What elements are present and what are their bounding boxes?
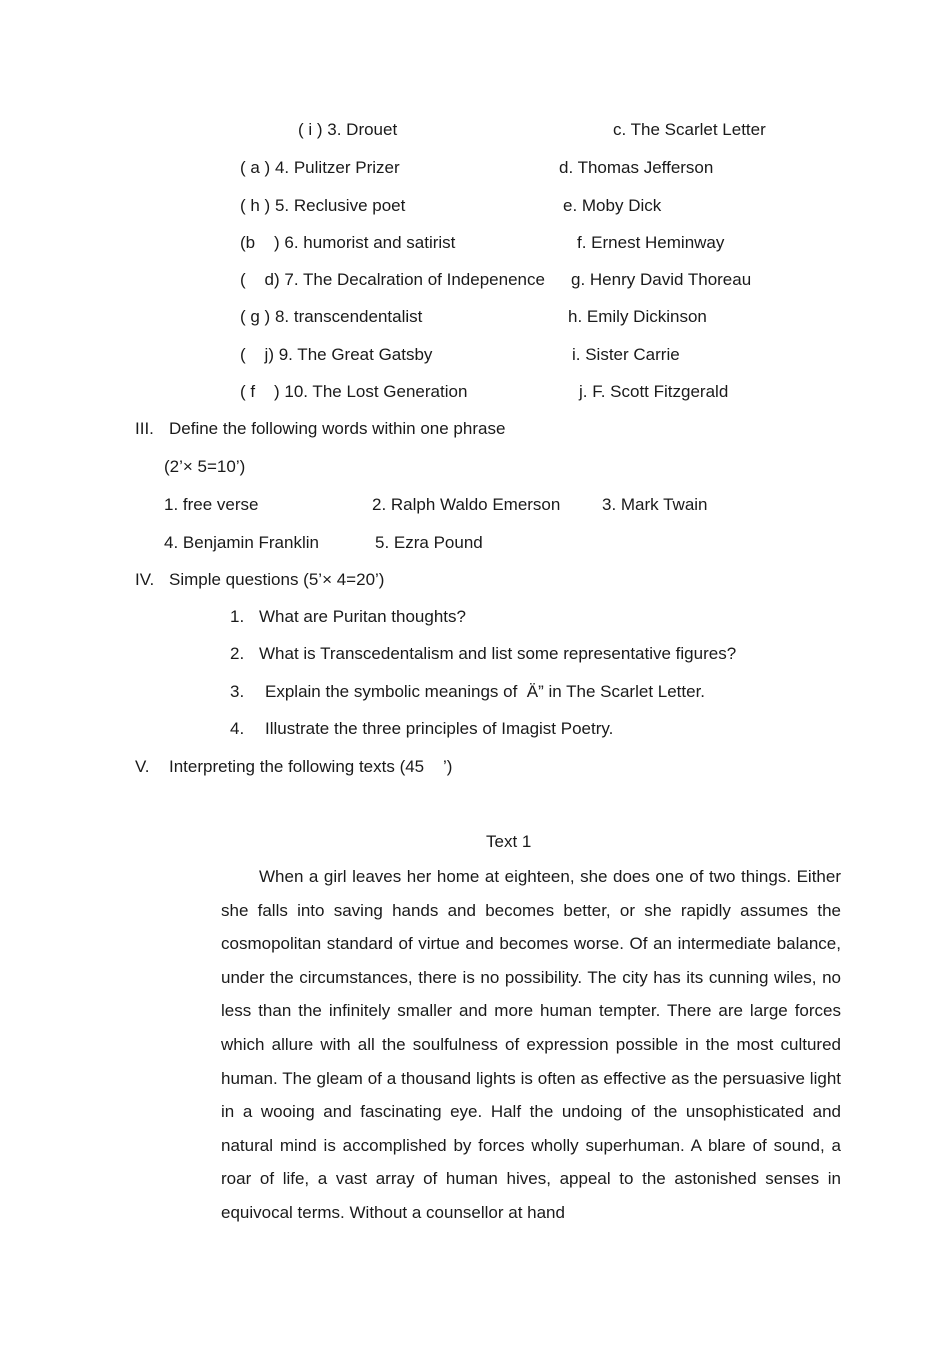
question-text: What is Transcedentalism and list some representative figures? <box>259 644 737 663</box>
match-right-item: c. The Scarlet Letter <box>613 120 766 139</box>
match-left-item: ( j) 9. The Great Gatsby <box>240 345 433 364</box>
text-passage: When a girl leaves her home at eighteen, she does one of two things. Either she falls into saving hands and becomes better, or she rapidly assumes the cosmopolitan standard of virtue and becomes worse. Of an intermediate balance, under the circumstances, there is no possibility. The city has its cunning wiles, no less than the infinitely smaller and more human tempter. There are large forces which allure with all the soulfulness of expression possible in the most cultured human. The gleam of a thousand lights is often as effective as the persuasive light in a wooing and fascinating eye. Half the undoing of the unsophisticated and natural mind is accomplished by forces wholly superhuman. A blare of sound, a roar of life, a vast array of human hives, appeal to the astonished senses in equivocal terms. Without a counsellor at hand <box>221 867 841 1222</box>
section-numeral: V. <box>135 757 150 776</box>
section-title: Simple questions (5’× 4=20’) <box>169 570 385 589</box>
section-numeral: III. <box>135 419 154 438</box>
question-text: What are Puritan thoughts? <box>259 607 466 626</box>
section-title: Define the following words within one phrase <box>169 419 506 438</box>
define-term: 1. free verse <box>164 495 259 514</box>
match-left-item: ( i ) 3. Drouet <box>298 120 398 139</box>
match-left-item: ( f ) 10. The Lost Generation <box>240 382 468 401</box>
question-text: Explain the symbolic meanings of Ä” in The Scarlet Letter. <box>265 682 706 701</box>
text-heading: Text 1 <box>486 832 532 851</box>
question-number: 1. <box>230 607 245 626</box>
question-number: 2. <box>230 644 245 663</box>
match-left-item: ( g ) 8. transcendentalist <box>240 307 423 326</box>
define-term: 2. Ralph Waldo Emerson <box>372 495 561 514</box>
match-right-item: d. Thomas Jefferson <box>559 158 714 177</box>
match-right-item: h. Emily Dickinson <box>568 307 707 326</box>
section-numeral: IV. <box>135 570 155 589</box>
match-right-item: g. Henry David Thoreau <box>571 270 752 289</box>
match-left-item: ( d) 7. The Decalration of Indepenence <box>240 270 545 289</box>
define-term: 5. Ezra Pound <box>375 533 483 552</box>
match-left-item: (b ) 6. humorist and satirist <box>240 233 456 252</box>
match-left-item: ( h ) 5. Reclusive poet <box>240 196 406 215</box>
match-right-item: j. F. Scott Fitzgerald <box>579 382 729 401</box>
define-term: 3. Mark Twain <box>602 495 708 514</box>
match-right-item: e. Moby Dick <box>563 196 662 215</box>
section-score: (2’× 5=10’) <box>164 457 246 476</box>
match-left-item: ( a ) 4. Pulitzer Prizer <box>240 158 400 177</box>
match-right-item: i. Sister Carrie <box>572 345 680 364</box>
section-title: Interpreting the following texts (45 ’) <box>169 757 453 776</box>
question-number: 4. <box>230 719 245 738</box>
match-right-item: f. Ernest Heminway <box>577 233 725 252</box>
define-term: 4. Benjamin Franklin <box>164 533 319 552</box>
question-number: 3. <box>230 682 245 701</box>
question-text: Illustrate the three principles of Imagist Poetry. <box>265 719 614 738</box>
